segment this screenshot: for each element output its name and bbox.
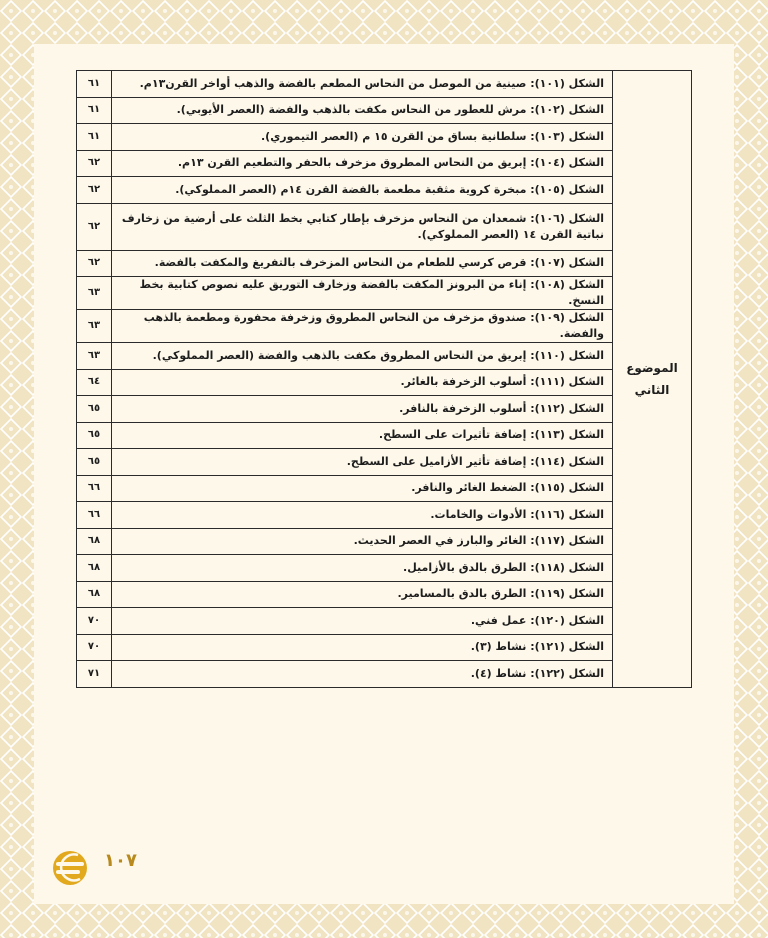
figure-caption: الشكل (١١٧): الغائر والبارز في العصر الحديث. [112, 528, 613, 555]
table-row [77, 555, 692, 582]
figure-page-number: ٦١ [77, 97, 112, 124]
table-row [77, 422, 692, 449]
figure-page-number: ٦٦ [77, 502, 112, 529]
table-row [77, 528, 692, 555]
figure-page-number: ٧١ [77, 661, 112, 688]
figure-page-number: ٦١ [77, 124, 112, 151]
table-row [77, 310, 692, 343]
figure-page-number: ٦٥ [77, 396, 112, 423]
table-row [77, 97, 692, 124]
figure-page-number: ٦٥ [77, 449, 112, 476]
figure-page-number: ٦٨ [77, 555, 112, 582]
figure-caption: الشكل (١١٦): الأدوات والخامات. [112, 502, 613, 529]
figure-caption: الشكل (١٠٧): قرص كرسي للطعام من النحاس المزخرف بالتفريغ والمكفت بالفضة. [112, 250, 613, 277]
figure-caption: الشكل (١١٤): إضافة تأثير الأزاميل على السطح. [112, 449, 613, 476]
figure-page-number: ٦٥ [77, 422, 112, 449]
figure-caption: الشكل (١٠٢): مرش للعطور من النحاس مكفت بالذهب والفضة (العصر الأيوبي). [112, 97, 613, 124]
figure-caption: الشكل (١١٣): إضافة تأثيرات على السطح. [112, 422, 613, 449]
table-row [77, 277, 692, 310]
figure-caption: الشكل (١٢٢): نشاط (٤). [112, 661, 613, 688]
figure-caption: الشكل (١١٩): الطرق بالدق بالمسامير. [112, 581, 613, 608]
topic-cell: الموضوع الثاني [613, 71, 692, 688]
table-row [77, 343, 692, 370]
figure-caption: الشكل (١٠٩): صندوق مزخرف من النحاس المطروق وزخرفة محفورة ومطعمة بالذهب والفضة. [112, 310, 613, 343]
figure-caption: الشكل (١٠١): صينية من الموصل من النحاس المطعم بالفضة والذهب أواخر القرن١٣م. [112, 71, 613, 98]
figure-page-number: ٦٤ [77, 369, 112, 396]
figure-caption: الشكل (١٠٣): سلطانية بساق من القرن ١٥ م (العصر التيموري). [112, 124, 613, 151]
figure-page-number: ٦٣ [77, 277, 112, 310]
table-row [77, 71, 692, 98]
table-row [77, 124, 692, 151]
figure-page-number: ٦٢ [77, 250, 112, 277]
figure-page-number: ٦٣ [77, 343, 112, 370]
figure-caption: الشكل (١١٥): الضغط الغائر والنافر. [112, 475, 613, 502]
figure-page-number: ٧٠ [77, 608, 112, 635]
table-row [77, 449, 692, 476]
figure-caption: الشكل (١٢٠): عمل فني. [112, 608, 613, 635]
figure-page-number: ٦٢ [77, 203, 112, 250]
table-row [77, 203, 692, 250]
table-row [77, 581, 692, 608]
figure-page-number: ٦٢ [77, 150, 112, 177]
figure-caption: الشكل (١١٠): إبريق من النحاس المطروق مكفت بالذهب والفضة (العصر المملوكي). [112, 343, 613, 370]
figure-caption: الشكل (١٠٥): مبخرة كروية مثقبة مطعمة بالفضة القرن ١٤م (العصر المملوكي). [112, 177, 613, 204]
figure-page-number: ٦٣ [77, 310, 112, 343]
figure-caption: الشكل (١٢١): نشاط (٣). [112, 634, 613, 661]
figure-page-number: ٦٢ [77, 177, 112, 204]
figure-page-number: ٦٨ [77, 581, 112, 608]
table-row [77, 634, 692, 661]
publisher-logo-icon [48, 842, 92, 890]
figure-page-number: ٦٨ [77, 528, 112, 555]
table-row [77, 475, 692, 502]
figure-caption: الشكل (١١٢): أسلوب الزخرفة بالنافر. [112, 396, 613, 423]
figure-caption: الشكل (١٠٦): شمعدان من النحاس مزخرف بإطار كتابي بخط الثلث على أرضية من زخارف نباتية القرن ١٤ (العصر المملوكي). [112, 203, 613, 250]
figure-caption: الشكل (١٠٨): إناء من البرونز المكفت بالفضة وزخارف التوريق عليه نصوص كتابية بخط النسخ. [112, 277, 613, 310]
figure-caption: الشكل (١١٨): الطرق بالدق بالأزاميل. [112, 555, 613, 582]
figure-caption: الشكل (١١١): أسلوب الزخرفة بالغائر. [112, 369, 613, 396]
table-row [77, 250, 692, 277]
table-row [77, 177, 692, 204]
figure-caption: الشكل (١٠٤): إبريق من النحاس المطروق مزخرف بالحفر والتطعيم القرن ١٣م. [112, 150, 613, 177]
table-row [77, 396, 692, 423]
table-row [77, 661, 692, 688]
figure-page-number: ٦٦ [77, 475, 112, 502]
table-row [77, 150, 692, 177]
figure-page-number: ٦١ [77, 71, 112, 98]
figure-page-number: ٧٠ [77, 634, 112, 661]
table-row [77, 369, 692, 396]
page-number: ١٠٧ [104, 850, 137, 871]
figures-index-table [76, 70, 692, 688]
table-row [77, 502, 692, 529]
table-row [77, 608, 692, 635]
